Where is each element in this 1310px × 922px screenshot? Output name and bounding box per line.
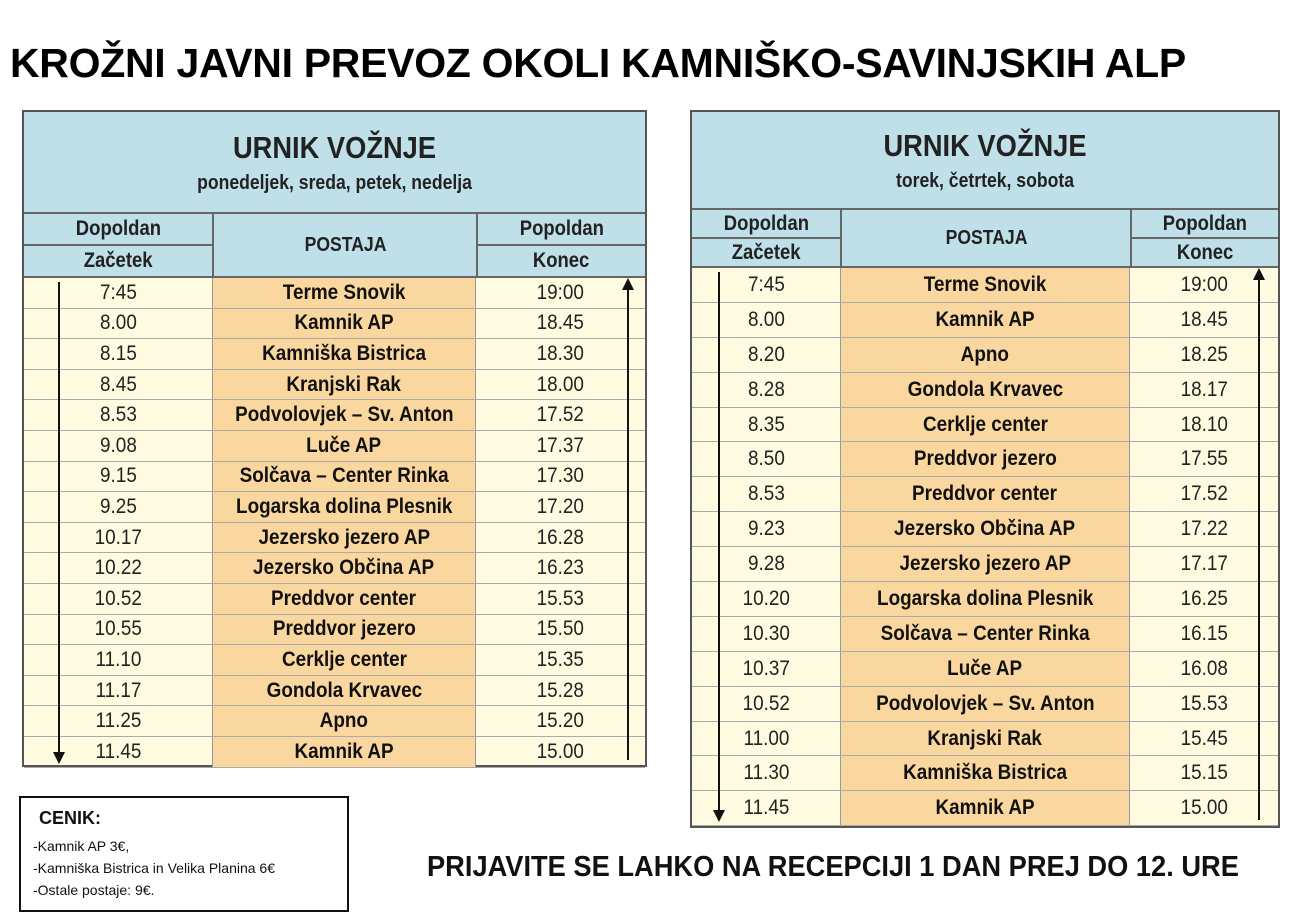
- start-time: 8.35: [747, 412, 785, 436]
- table-row: [692, 408, 1278, 443]
- stop-name: Jezersko jezero AP: [258, 525, 430, 549]
- timetable-days: torek, četrtek, sobota: [895, 169, 1075, 192]
- end-time: 15.45: [1180, 726, 1228, 750]
- start-time-cell: [692, 268, 840, 302]
- table-row: [692, 338, 1278, 373]
- page-title: KROŽNI JAVNI PREVOZ OKOLI KAMNIŠKO-SAVINJSKIH ALP: [10, 40, 1186, 86]
- end-time: 16.25: [1180, 586, 1228, 610]
- end-time-cell: [1130, 756, 1278, 790]
- start-time: 10.52: [94, 586, 142, 610]
- start-time: 9.15: [99, 464, 137, 488]
- table-row: [24, 370, 645, 401]
- start-time: 8.45: [99, 372, 137, 396]
- end-time-cell: [1130, 512, 1278, 546]
- stop-name: Kamnik AP: [294, 311, 394, 335]
- stop-column-header: [212, 214, 476, 276]
- end-time: 17.17: [1180, 552, 1228, 576]
- start-label: Začetek: [731, 240, 801, 264]
- end-time-cell: [476, 370, 645, 400]
- stop-name: Preddvor jezero: [272, 617, 416, 641]
- table-row: [24, 400, 645, 431]
- stop-name-cell: [840, 722, 1130, 756]
- price-list-title: CENIK:: [39, 808, 101, 828]
- end-time: 17.20: [536, 494, 585, 518]
- end-time-cell: [476, 645, 645, 675]
- stop-name-cell: [840, 373, 1130, 407]
- table-row: [24, 462, 645, 493]
- end-time-cell: [1130, 722, 1278, 756]
- start-time: 9.25: [99, 494, 137, 518]
- arrow-up-icon: [627, 280, 629, 760]
- start-time-cell: [692, 512, 840, 546]
- end-time-cell: [476, 676, 645, 706]
- start-time-cell: [692, 373, 840, 407]
- table-row: [24, 676, 645, 707]
- start-time-cell: [24, 584, 212, 614]
- table-row: [692, 303, 1278, 338]
- table-row: [24, 309, 645, 340]
- start-time-cell: [692, 547, 840, 581]
- stop-name: Preddvor jezero: [913, 447, 1057, 471]
- table-row: [24, 584, 645, 615]
- end-time: 18.10: [1180, 412, 1228, 436]
- start-time: 8.20: [747, 342, 785, 366]
- end-time: 15.53: [1180, 691, 1228, 715]
- end-time-cell: [1130, 303, 1278, 337]
- start-time-cell: [692, 582, 840, 616]
- start-time: 8.00: [747, 307, 785, 331]
- table-row: [692, 547, 1278, 582]
- end-time: 17.30: [536, 464, 585, 488]
- table-row: [24, 431, 645, 462]
- stop-name-cell: [840, 268, 1130, 302]
- afternoon-label: Popoldan: [519, 217, 604, 240]
- start-time: 10.52: [742, 691, 790, 715]
- start-time-cell: [692, 477, 840, 511]
- start-time-cell: [24, 462, 212, 492]
- stop-name: Jezersko Občina AP: [894, 517, 1076, 541]
- end-time-cell: [476, 737, 645, 767]
- start-time-cell: [24, 400, 212, 430]
- arrow-down-icon: [58, 282, 60, 762]
- stop-name-cell: [212, 278, 476, 308]
- timetable-body: [24, 278, 645, 768]
- stop-name-cell: [840, 582, 1130, 616]
- end-time: 19:00: [536, 280, 585, 304]
- stop-name: Kamnik AP: [935, 796, 1035, 820]
- end-time: 18.00: [536, 372, 585, 396]
- morning-label: Dopoldan: [75, 217, 161, 240]
- stop-name: Logarska dolina Plesnik: [235, 494, 453, 518]
- end-time: 16.08: [1180, 656, 1228, 680]
- timetable-header: [692, 112, 1278, 210]
- stop-name: Preddvor center: [912, 482, 1058, 506]
- start-time-cell: [24, 339, 212, 369]
- end-time-cell: [476, 278, 645, 308]
- end-time-cell: [1130, 442, 1278, 476]
- end-time: 15.35: [536, 647, 585, 671]
- start-time: 10.30: [742, 621, 790, 645]
- stop-name-cell: [212, 492, 476, 522]
- stop-name-cell: [212, 706, 476, 736]
- end-time: 18.25: [1180, 342, 1228, 366]
- end-time-cell: [1130, 617, 1278, 651]
- start-time-cell: [24, 523, 212, 553]
- start-time: 7:45: [99, 280, 137, 304]
- end-time-cell: [1130, 652, 1278, 686]
- stop-name-cell: [212, 523, 476, 553]
- stop-name-cell: [212, 584, 476, 614]
- end-time: 15.50: [536, 617, 585, 641]
- end-time-cell: [476, 492, 645, 522]
- start-time-cell: [692, 338, 840, 372]
- stop-name: Jezersko Občina AP: [253, 556, 435, 580]
- table-row: [692, 373, 1278, 408]
- stop-name: Solčava – Center Rinka: [880, 621, 1090, 645]
- start-time: 11.00: [743, 726, 789, 750]
- table-row: [24, 339, 645, 370]
- start-time: 11.30: [743, 761, 789, 785]
- end-time: 15.00: [536, 739, 585, 763]
- start-time-cell: [24, 553, 212, 583]
- end-time: 17.22: [1180, 517, 1228, 541]
- start-time: 11.10: [95, 647, 141, 671]
- start-time: 10.55: [94, 617, 142, 641]
- end-time: 15.20: [536, 709, 585, 733]
- price-item: -Ostale postaje: 9€.: [33, 882, 155, 898]
- table-row: [24, 737, 645, 768]
- stop-name: Logarska dolina Plesnik: [876, 586, 1094, 610]
- start-time-cell: [692, 442, 840, 476]
- stop-name-cell: [212, 737, 476, 767]
- start-time: 11.17: [95, 678, 141, 702]
- stop-name-cell: [840, 338, 1130, 372]
- end-time: 15.53: [536, 586, 585, 610]
- start-time: 8.53: [99, 403, 137, 427]
- start-time: 9.08: [99, 433, 137, 457]
- stop-name: Terme Snovik: [923, 272, 1047, 296]
- price-list: [19, 796, 349, 912]
- start-time: 11.25: [95, 709, 141, 733]
- table-row: [692, 791, 1278, 826]
- start-time-cell: [692, 652, 840, 686]
- table-row: [24, 523, 645, 554]
- start-time-cell: [692, 687, 840, 721]
- stop-name: Gondola Krvavec: [907, 377, 1063, 401]
- start-time-cell: [24, 370, 212, 400]
- stop-name: Kamniška Bistrica: [262, 341, 426, 365]
- start-time-cell: [24, 492, 212, 522]
- table-row: [692, 756, 1278, 791]
- column-headers: [24, 214, 645, 278]
- price-item: -Kamniška Bistrica in Velika Planina 6€: [33, 860, 276, 876]
- stop-name: Podvolovjek – Sv. Anton: [234, 403, 454, 427]
- end-time: 16.28: [536, 525, 585, 549]
- start-time-cell: [24, 676, 212, 706]
- stop-name-cell: [212, 553, 476, 583]
- stop-name-cell: [840, 756, 1130, 790]
- stop-name: Luče AP: [947, 656, 1023, 680]
- end-time-cell: [476, 553, 645, 583]
- morning-column-header: [692, 210, 840, 266]
- end-time: 18.45: [536, 311, 585, 335]
- end-time-cell: [476, 615, 645, 645]
- morning-label: Dopoldan: [723, 211, 809, 235]
- table-row: [692, 477, 1278, 512]
- start-time: 9.23: [747, 517, 785, 541]
- start-time-cell: [692, 617, 840, 651]
- stop-name-cell: [212, 339, 476, 369]
- start-time: 9.28: [747, 552, 785, 576]
- stop-column-header: [840, 210, 1130, 266]
- start-time: 10.20: [742, 586, 790, 610]
- start-time-cell: [692, 722, 840, 756]
- column-headers: [692, 210, 1278, 268]
- start-time-cell: [692, 303, 840, 337]
- start-time: 10.17: [94, 525, 142, 549]
- stop-name-cell: [212, 309, 476, 339]
- stop-name-cell: [840, 617, 1130, 651]
- end-label: Konec: [1176, 240, 1234, 264]
- timetable-title: URNIK VOŽNJE: [883, 127, 1087, 163]
- stop-name: Podvolovjek – Sv. Anton: [875, 691, 1095, 715]
- end-time-cell: [476, 400, 645, 430]
- start-time-cell: [24, 706, 212, 736]
- table-row: [24, 553, 645, 584]
- stop-name-cell: [840, 791, 1130, 825]
- start-time-cell: [692, 408, 840, 442]
- start-time: 8.00: [99, 311, 137, 335]
- start-time: 8.50: [747, 447, 785, 471]
- start-time: 7:45: [747, 272, 785, 296]
- start-time-cell: [24, 278, 212, 308]
- start-time-cell: [24, 645, 212, 675]
- end-time: 17.52: [1180, 482, 1228, 506]
- stop-name: Kamniška Bistrica: [903, 761, 1067, 785]
- end-time-cell: [1130, 547, 1278, 581]
- end-time-cell: [1130, 791, 1278, 825]
- price-item: -Kamnik AP 3€,: [33, 838, 130, 854]
- stop-name-cell: [212, 431, 476, 461]
- table-row: [692, 617, 1278, 652]
- timetable-mon-wed-fri-sun: [22, 110, 647, 767]
- table-row: [692, 512, 1278, 547]
- end-time: 17.52: [536, 403, 585, 427]
- end-time-cell: [476, 431, 645, 461]
- stop-name: Kranjski Rak: [286, 372, 402, 396]
- table-row: [692, 652, 1278, 687]
- end-time-cell: [476, 462, 645, 492]
- end-time-cell: [1130, 687, 1278, 721]
- table-row: [24, 645, 645, 676]
- stop-label: POSTAJA: [945, 226, 1027, 249]
- stop-name: Apno: [319, 709, 369, 733]
- end-time: 17.55: [1180, 447, 1228, 471]
- end-time: 18.45: [1180, 307, 1228, 331]
- start-time: 8.28: [747, 377, 785, 401]
- end-time: 18.30: [536, 341, 585, 365]
- stop-name: Gondola Krvavec: [266, 678, 422, 702]
- start-time-cell: [24, 615, 212, 645]
- stop-name: Apno: [960, 342, 1010, 366]
- end-time-cell: [1130, 582, 1278, 616]
- end-time-cell: [476, 339, 645, 369]
- timetable-tue-thu-sat: [690, 110, 1280, 828]
- stop-name: Kranjski Rak: [927, 726, 1043, 750]
- stop-name: Preddvor center: [271, 586, 417, 610]
- morning-column-header: [24, 214, 212, 276]
- timetable-title: URNIK VOŽNJE: [232, 129, 437, 165]
- end-time-cell: [476, 584, 645, 614]
- end-time-cell: [1130, 477, 1278, 511]
- end-time: 16.15: [1180, 621, 1228, 645]
- start-time-cell: [24, 309, 212, 339]
- table-row: [24, 706, 645, 737]
- table-row: [24, 492, 645, 523]
- arrow-down-icon: [718, 272, 720, 820]
- stop-name-cell: [840, 408, 1130, 442]
- stop-name-cell: [212, 370, 476, 400]
- stop-name-cell: [840, 303, 1130, 337]
- end-label: Konec: [533, 249, 590, 272]
- stop-name-cell: [840, 687, 1130, 721]
- stop-name: Solčava – Center Rinka: [239, 464, 449, 488]
- stop-name: Cerklje center: [922, 412, 1048, 436]
- start-time: 11.45: [95, 739, 141, 763]
- end-time: 15.15: [1180, 761, 1228, 785]
- stop-name-cell: [840, 442, 1130, 476]
- start-label: Začetek: [83, 249, 153, 272]
- end-time: 19:00: [1180, 272, 1228, 296]
- start-time-cell: [692, 756, 840, 790]
- stop-name-cell: [840, 652, 1130, 686]
- end-time: 15.28: [536, 678, 585, 702]
- start-time: 10.37: [742, 656, 790, 680]
- table-row: [692, 582, 1278, 617]
- table-row: [24, 278, 645, 309]
- stop-name: Jezersko jezero AP: [899, 552, 1071, 576]
- end-time-cell: [476, 523, 645, 553]
- timetable-header: [24, 112, 645, 214]
- stop-name: Luče AP: [306, 433, 382, 457]
- afternoon-label: Popoldan: [1162, 211, 1248, 235]
- table-row: [692, 687, 1278, 722]
- end-time: 15.00: [1180, 796, 1228, 820]
- stop-name: Kamnik AP: [294, 739, 394, 763]
- stop-name-cell: [840, 477, 1130, 511]
- stop-name-cell: [212, 400, 476, 430]
- afternoon-column-header: [1130, 210, 1278, 266]
- stop-name: Kamnik AP: [935, 307, 1035, 331]
- afternoon-column-header: [476, 214, 645, 276]
- stop-label: POSTAJA: [304, 233, 386, 256]
- stop-name-cell: [212, 645, 476, 675]
- end-time-cell: [1130, 338, 1278, 372]
- end-time-cell: [1130, 373, 1278, 407]
- start-time-cell: [24, 431, 212, 461]
- end-time: 17.37: [536, 433, 585, 457]
- end-time-cell: [476, 309, 645, 339]
- end-time-cell: [476, 706, 645, 736]
- timetable-body: [692, 268, 1278, 826]
- end-time: 16.23: [536, 556, 585, 580]
- end-time-cell: [1130, 408, 1278, 442]
- start-time: 8.15: [99, 341, 137, 365]
- start-time: 10.22: [94, 556, 142, 580]
- table-row: [692, 268, 1278, 303]
- start-time: 11.45: [743, 796, 789, 820]
- stop-name-cell: [212, 676, 476, 706]
- start-time: 8.53: [747, 482, 785, 506]
- stop-name: Terme Snovik: [282, 280, 406, 304]
- signup-note: PRIJAVITE SE LAHKO NA RECEPCIJI 1 DAN PREJ DO 12. URE: [427, 851, 1239, 883]
- stop-name-cell: [212, 462, 476, 492]
- stop-name: Cerklje center: [281, 647, 407, 671]
- stop-name-cell: [840, 547, 1130, 581]
- timetable-days: ponedeljek, sreda, petek, nedelja: [197, 171, 472, 194]
- end-time: 18.17: [1180, 377, 1228, 401]
- table-row: [692, 442, 1278, 477]
- arrow-up-icon: [1258, 270, 1260, 820]
- table-row: [24, 615, 645, 646]
- stop-name-cell: [840, 512, 1130, 546]
- stop-name-cell: [212, 615, 476, 645]
- table-row: [692, 722, 1278, 757]
